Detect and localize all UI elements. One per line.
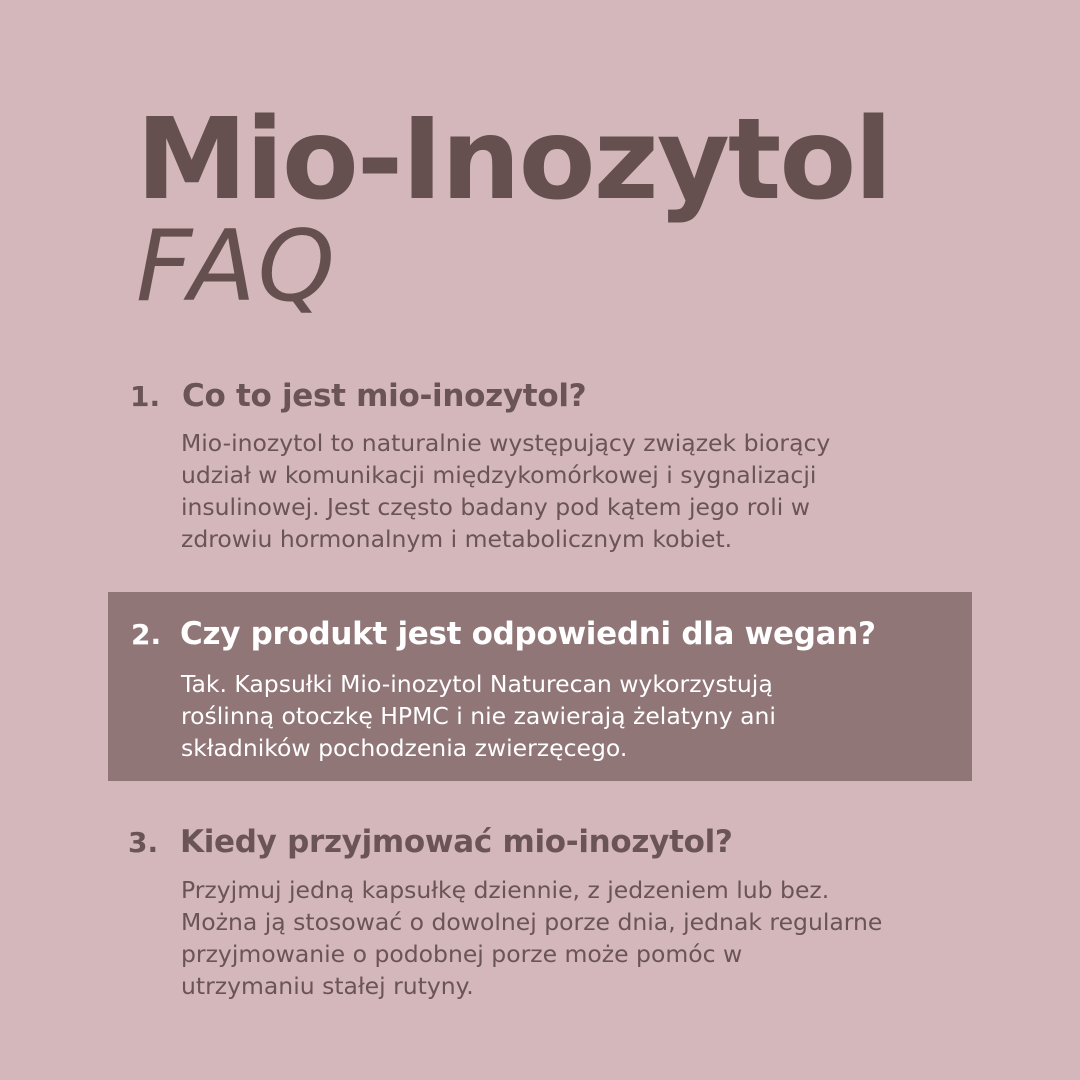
faq-number: 3. [128, 826, 159, 859]
faq-item-2-highlighted [108, 592, 972, 781]
faq-question: Czy produkt jest odpowiedni dla wegan? [180, 616, 876, 652]
faq-answer [181, 874, 882, 1002]
faq-question-row [128, 824, 733, 860]
faq-question: Co to jest mio-inozytol? [182, 378, 587, 414]
page-title [136, 95, 891, 324]
faq-question: Kiedy przyjmować mio-inozytol? [180, 824, 733, 860]
title-subtitle: FAQ [136, 210, 337, 324]
faq-answer-line: Tak. Kapsułki Mio-inozytol Naturecan wykorzystują [181, 670, 773, 698]
faq-answer-line: składników pochodzenia zwierzęcego. [181, 734, 628, 762]
faq-answer-line: roślinną otoczkę HPMC i nie zawierają żelatyny ani [181, 702, 776, 730]
faq-question-row [130, 378, 586, 414]
title-main: Mio-Inozytol [136, 95, 891, 225]
faq-answer-line: przyjmowanie o podobnej porze może pomóc w [181, 940, 743, 968]
faq-answer-line: Można ją stosować o dowolnej porze dnia, jednak regularne [181, 908, 883, 936]
faq-answer [181, 427, 830, 555]
faq-question-row [131, 616, 876, 652]
faq-answer-line: udział w komunikacji międzykomórkowej i sygnalizacji [181, 461, 817, 489]
faq-answer-line: Mio-inozytol to naturalnie występujący związek biorący [181, 429, 831, 457]
faq-answer-line: Przyjmuj jedną kapsułkę dziennie, z jedzeniem lub bez. [181, 876, 830, 904]
faq-answer-line: zdrowiu hormonalnym i metabolicznym kobiet. [181, 525, 733, 553]
faq-answer-line: insulinowej. Jest często badany pod kątem jego roli w [181, 493, 811, 521]
faq-number: 2. [131, 618, 162, 651]
faq-answer-line: utrzymaniu stałej rutyny. [181, 972, 474, 1000]
faq-answer [181, 668, 776, 764]
faq-number: 1. [130, 380, 161, 413]
